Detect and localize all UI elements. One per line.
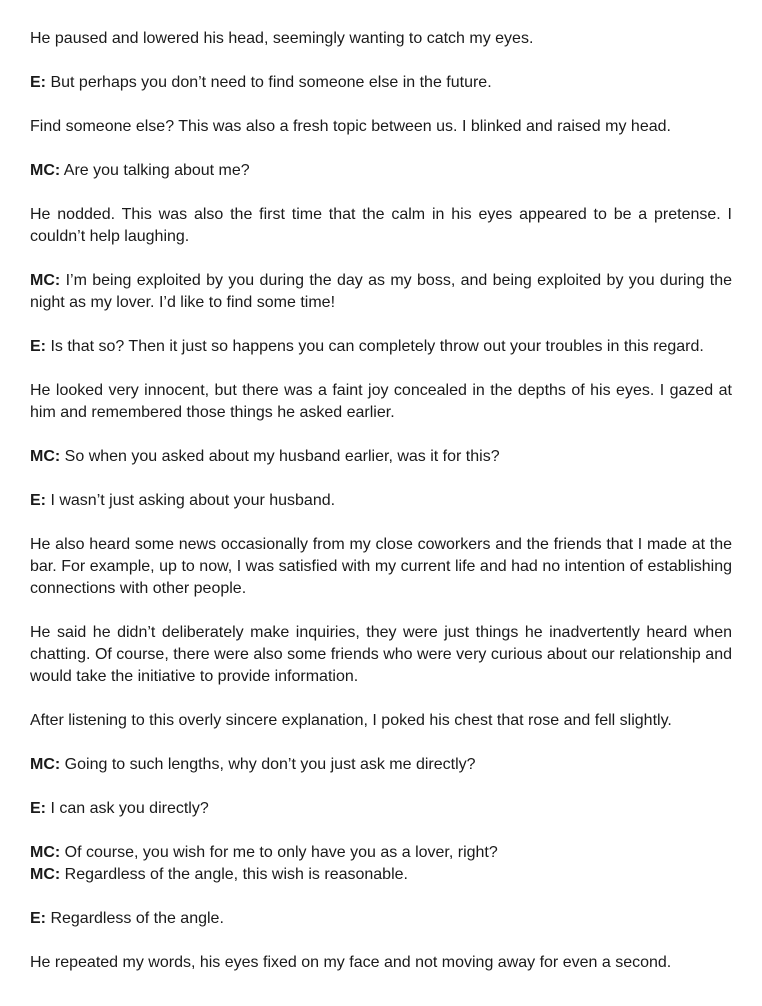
dialogue-line xyxy=(30,72,732,94)
dialogue-paragraph xyxy=(30,446,732,468)
line-text: Is that so? Then it just so happens you can completely throw out your troubles in this regard. xyxy=(50,338,704,355)
dialogue-paragraph xyxy=(30,336,732,358)
dialogue-line xyxy=(30,490,732,512)
dialogue-paragraph xyxy=(30,798,732,820)
narration-line xyxy=(30,380,732,424)
dialogue-line xyxy=(30,908,732,930)
line-text: Regardless of the angle. xyxy=(50,910,224,927)
dialogue-paragraph xyxy=(30,842,732,886)
speaker-label: MC: xyxy=(30,448,61,465)
line-text: But perhaps you don’t need to find someone else in the future. xyxy=(50,74,492,91)
line-text: He said he didn’t deliberately make inquiries, they were just things he inadvertently heard when chatting. Of course, there were also some friends who were very curious about our relationship and would take the initiative to provide information. xyxy=(30,624,732,685)
speaker-label: E: xyxy=(30,74,46,91)
line-text: I can ask you directly? xyxy=(50,800,209,817)
narration-line xyxy=(30,622,732,688)
dialogue-line xyxy=(30,798,732,820)
dialogue-paragraph xyxy=(30,908,732,930)
narration-line xyxy=(30,952,732,974)
line-text: Are you talking about me? xyxy=(63,162,250,179)
line-text: He nodded. This was also the first time that the calm in his eyes appeared to be a pretense. I couldn’t help laughing. xyxy=(30,206,732,245)
narration-line xyxy=(30,710,732,732)
narration-line xyxy=(30,116,732,138)
speaker-label: MC: xyxy=(30,866,61,883)
narration-paragraph xyxy=(30,534,732,600)
narration-paragraph xyxy=(30,952,732,974)
speaker-label: E: xyxy=(30,800,46,817)
line-text: So when you asked about my husband earlier, was it for this? xyxy=(64,448,500,465)
dialogue-line xyxy=(30,270,732,314)
narration-line xyxy=(30,204,732,248)
dialogue-paragraph xyxy=(30,72,732,94)
line-text: He paused and lowered his head, seemingly wanting to catch my eyes. xyxy=(30,30,534,47)
line-text: Going to such lengths, why don’t you just ask me directly? xyxy=(64,756,476,773)
line-text: Regardless of the angle, this wish is reasonable. xyxy=(64,866,408,883)
speaker-label: MC: xyxy=(30,272,61,289)
dialogue-paragraph xyxy=(30,270,732,314)
dialogue-paragraph xyxy=(30,160,732,182)
line-text: I’m being exploited by you during the day as my boss, and being exploited by you during the night as my lover. I’d like to find some time! xyxy=(30,272,733,311)
narration-paragraph xyxy=(30,204,732,248)
speaker-label: MC: xyxy=(30,162,61,179)
speaker-label: MC: xyxy=(30,844,61,861)
line-text: After listening to this overly sincere explanation, I poked his chest that rose and fell slightly. xyxy=(30,712,672,729)
document-body xyxy=(30,28,732,974)
speaker-label: E: xyxy=(30,492,46,509)
dialogue-paragraph xyxy=(30,490,732,512)
line-text: Find someone else? This was also a fresh topic between us. I blinked and raised my head. xyxy=(30,118,671,135)
speaker-label: MC: xyxy=(30,756,61,773)
narration-line xyxy=(30,534,732,600)
dialogue-line xyxy=(30,864,732,886)
speaker-label: E: xyxy=(30,338,46,355)
dialogue-line xyxy=(30,754,732,776)
dialogue-line xyxy=(30,160,732,182)
dialogue-line xyxy=(30,842,732,864)
narration-paragraph xyxy=(30,710,732,732)
narration-paragraph xyxy=(30,622,732,688)
line-text: He also heard some news occasionally from my close coworkers and the friends that I made at the bar. For example, up to now, I was satisfied with my current life and had no intention of establishing connections with other people. xyxy=(30,536,732,597)
dialogue-paragraph xyxy=(30,754,732,776)
narration-paragraph xyxy=(30,380,732,424)
narration-paragraph xyxy=(30,116,732,138)
line-text: Of course, you wish for me to only have you as a lover, right? xyxy=(64,844,498,861)
speaker-label: E: xyxy=(30,910,46,927)
line-text: He looked very innocent, but there was a faint joy concealed in the depths of his eyes. I gazed at him and remembered those things he asked earlier. xyxy=(30,382,732,421)
narration-line xyxy=(30,28,732,50)
narration-paragraph xyxy=(30,28,732,50)
dialogue-line xyxy=(30,446,732,468)
dialogue-line xyxy=(30,336,732,358)
line-text: He repeated my words, his eyes fixed on my face and not moving away for even a second. xyxy=(30,954,672,971)
line-text: I wasn’t just asking about your husband. xyxy=(50,492,336,509)
